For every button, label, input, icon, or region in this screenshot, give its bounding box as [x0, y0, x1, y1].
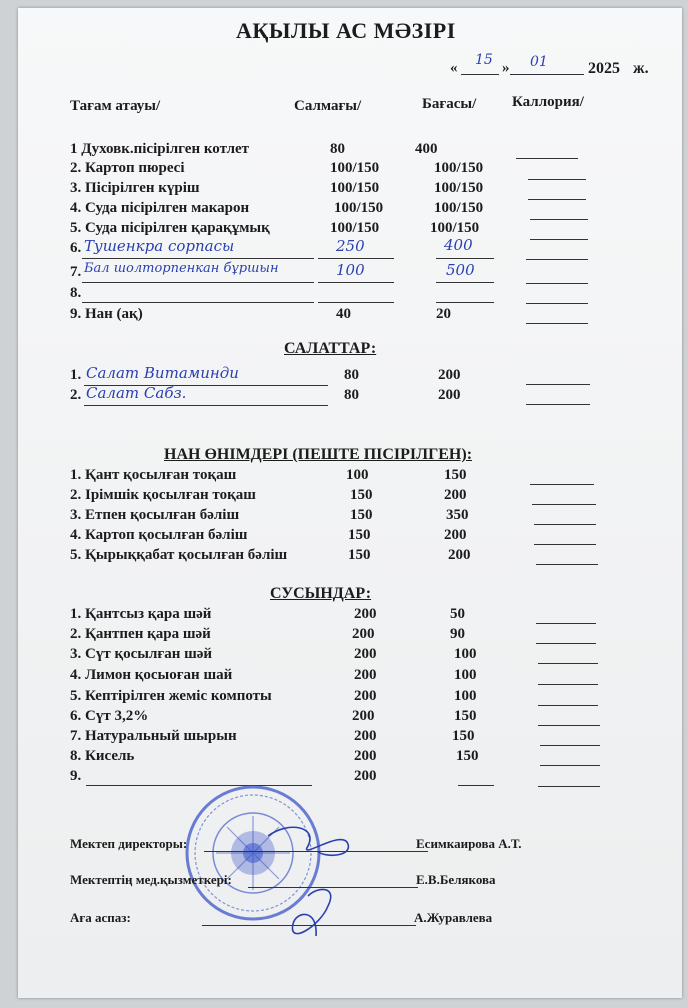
calories-blank: [530, 239, 588, 240]
item-weight: 200: [354, 646, 377, 662]
calories-blank: [526, 303, 588, 304]
item-name: 4. Суда пісірілген макарон: [70, 200, 250, 216]
calories-blank: [528, 179, 586, 180]
name-blank: [82, 302, 314, 303]
item-name: 2. Қантпен қара шәй: [70, 626, 211, 642]
signature-role: Аға аспаз:: [70, 910, 131, 925]
header-calories: Каллория/: [512, 94, 584, 110]
item-price: 350: [446, 507, 469, 523]
item-price-handwritten: 500: [446, 261, 475, 279]
weight-blank: [318, 302, 394, 303]
item-name: 1 Духовк.пісірілген котлет: [70, 141, 250, 157]
item-name: 5. Суда пісірілген қарақұмық: [70, 220, 270, 236]
drinks-title: СУСЫНДАР:: [270, 585, 372, 602]
item-price: 90: [450, 626, 465, 642]
item-name: 2. Ірімшік қосылған тоқаш: [70, 487, 256, 503]
header-name: Тағам атауы/: [70, 98, 161, 114]
item-price: 100: [454, 646, 477, 662]
date-close-quote: »: [502, 60, 510, 76]
item-name: 3. Пісірілген күріш: [70, 180, 200, 196]
name-blank: [84, 405, 328, 406]
date-year: 2025: [588, 60, 620, 77]
item-price: 200: [444, 487, 467, 503]
item-weight: 150: [348, 547, 371, 563]
price-blank: [436, 302, 494, 303]
calories-blank: [536, 643, 596, 644]
calories-blank: [532, 504, 596, 505]
item-name: 4. Картоп қосылған бәліш: [70, 527, 248, 543]
item-weight: 100/150: [334, 200, 384, 216]
date-month-line: [510, 74, 584, 75]
item-weight: 100/150: [330, 220, 380, 236]
weight-blank: [318, 282, 394, 283]
signature-person: Е.В.Белякова: [416, 872, 496, 887]
signature-person: Есимкаирова А.Т.: [416, 836, 522, 851]
calories-blank: [536, 564, 598, 565]
item-name-handwritten: Салат Витаминди: [86, 364, 239, 382]
item-weight-handwritten: 250: [336, 237, 365, 255]
item-weight: 200: [354, 667, 377, 683]
item-price: 100/150: [434, 200, 484, 216]
item-weight: 150: [350, 487, 373, 503]
item-weight: 150: [348, 527, 371, 543]
item-price: 50: [450, 606, 465, 622]
item-weight: 100/150: [330, 180, 380, 196]
item-name: 9.: [70, 768, 82, 784]
item-weight: 200: [354, 688, 377, 704]
item-weight: 200: [352, 708, 375, 724]
item-name: 7.: [70, 264, 82, 280]
calories-blank: [538, 725, 600, 726]
page-title: АҚЫЛЫ АС МӘЗІРІ: [236, 18, 456, 43]
item-name-handwritten: Бал шолторпенкан бұршын: [84, 261, 279, 276]
calories-blank: [526, 323, 588, 324]
item-name: 5. Қырыққабат қосылған бәліш: [70, 547, 288, 563]
signature-role: Мектептің мед.қызметкері:: [70, 872, 232, 887]
calories-blank: [526, 259, 588, 260]
item-weight-handwritten: 100: [336, 261, 365, 279]
signature-role: Мектеп директоры:: [70, 836, 188, 851]
header-weight: Салмағы/: [294, 98, 362, 114]
date-day: 15: [475, 52, 493, 68]
calories-blank: [536, 623, 596, 624]
calories-blank: [538, 684, 598, 685]
calories-blank: [538, 705, 598, 706]
handwritten-signature: [248, 816, 368, 956]
item-price: 100/150: [434, 180, 484, 196]
price-blank: [436, 282, 494, 283]
item-name: 6.: [70, 240, 82, 256]
item-price: 100/150: [430, 220, 480, 236]
item-price: 100/150: [434, 160, 484, 176]
item-name: 3. Сүт қосылған шәй: [70, 646, 213, 662]
calories-blank: [530, 484, 594, 485]
weight-blank: [318, 258, 394, 259]
calories-blank: [538, 663, 598, 664]
item-name: 7. Натуральный шырын: [70, 728, 237, 744]
item-number: 1.: [70, 367, 82, 383]
item-name: 2. Картоп пюресі: [70, 160, 185, 176]
calories-blank: [526, 404, 590, 405]
item-name-handwritten: Тушенкра сорпасы: [84, 237, 235, 255]
calories-blank: [538, 786, 600, 787]
item-name: 8.: [70, 285, 82, 301]
item-price: 150: [452, 728, 475, 744]
item-price: 150: [444, 467, 467, 483]
item-weight: 80: [344, 367, 359, 383]
item-number: 2.: [70, 387, 82, 403]
item-weight: 150: [350, 507, 373, 523]
name-blank: [82, 258, 314, 259]
item-price: 200: [438, 367, 461, 383]
item-name: 4. Лимон қосыоған шай: [70, 667, 233, 683]
item-weight: 200: [354, 728, 377, 744]
item-price: 20: [436, 306, 451, 322]
calories-blank: [528, 199, 586, 200]
item-price: 200: [444, 527, 467, 543]
item-name: 6. Сүт 3,2%: [70, 708, 149, 724]
item-weight: 100/150: [330, 160, 380, 176]
signature-person: А.Журавлева: [414, 910, 493, 925]
item-price: 100: [454, 667, 477, 683]
item-price: 100: [454, 688, 477, 704]
calories-blank: [534, 524, 596, 525]
salads-title: САЛАТТАР:: [284, 340, 377, 357]
calories-blank: [534, 544, 596, 545]
menu-sheet: [18, 8, 682, 998]
item-price: 400: [415, 141, 438, 157]
item-name: 8. Кисель: [70, 748, 135, 764]
item-price: 200: [448, 547, 471, 563]
name-blank: [82, 282, 314, 283]
item-weight: 40: [336, 306, 351, 322]
calories-blank: [530, 219, 588, 220]
calories-blank: [540, 745, 600, 746]
item-weight: 200: [352, 626, 375, 642]
date-year-suffix: ж.: [633, 60, 649, 77]
item-weight: 80: [330, 141, 345, 157]
item-price: 150: [454, 708, 477, 724]
item-name: 3. Етпен қосылған бәліш: [70, 507, 240, 523]
item-price: 150: [456, 748, 479, 764]
calories-blank: [526, 384, 590, 385]
item-weight: 200: [354, 748, 377, 764]
item-price-handwritten: 400: [444, 236, 473, 254]
item-weight: 200: [354, 606, 377, 622]
item-price: 200: [438, 387, 461, 403]
date-open-quote: «: [450, 60, 458, 76]
date-day-line: [461, 74, 499, 75]
item-weight: 200: [354, 768, 377, 784]
item-name-handwritten: Салат Сабз.: [86, 384, 187, 402]
item-name: 9. Нан (ақ): [70, 306, 143, 322]
calories-blank: [526, 283, 588, 284]
date-month: 01: [530, 54, 548, 70]
item-name: 1. Қант қосылған тоқаш: [70, 467, 237, 483]
calories-blank: [516, 158, 578, 159]
header-price: Бағасы/: [422, 96, 477, 112]
price-blank: [458, 785, 494, 786]
price-blank: [436, 258, 494, 259]
bakery-title: НАН ӨНІМДЕРІ (ПЕШТЕ ПІСІРІЛГЕН):: [164, 446, 473, 463]
item-name: 5. Кептірілген жеміс компоты: [70, 688, 272, 704]
item-name: 1. Қантсыз қара шәй: [70, 606, 212, 622]
item-weight: 100: [346, 467, 369, 483]
calories-blank: [540, 765, 600, 766]
item-weight: 80: [344, 387, 359, 403]
